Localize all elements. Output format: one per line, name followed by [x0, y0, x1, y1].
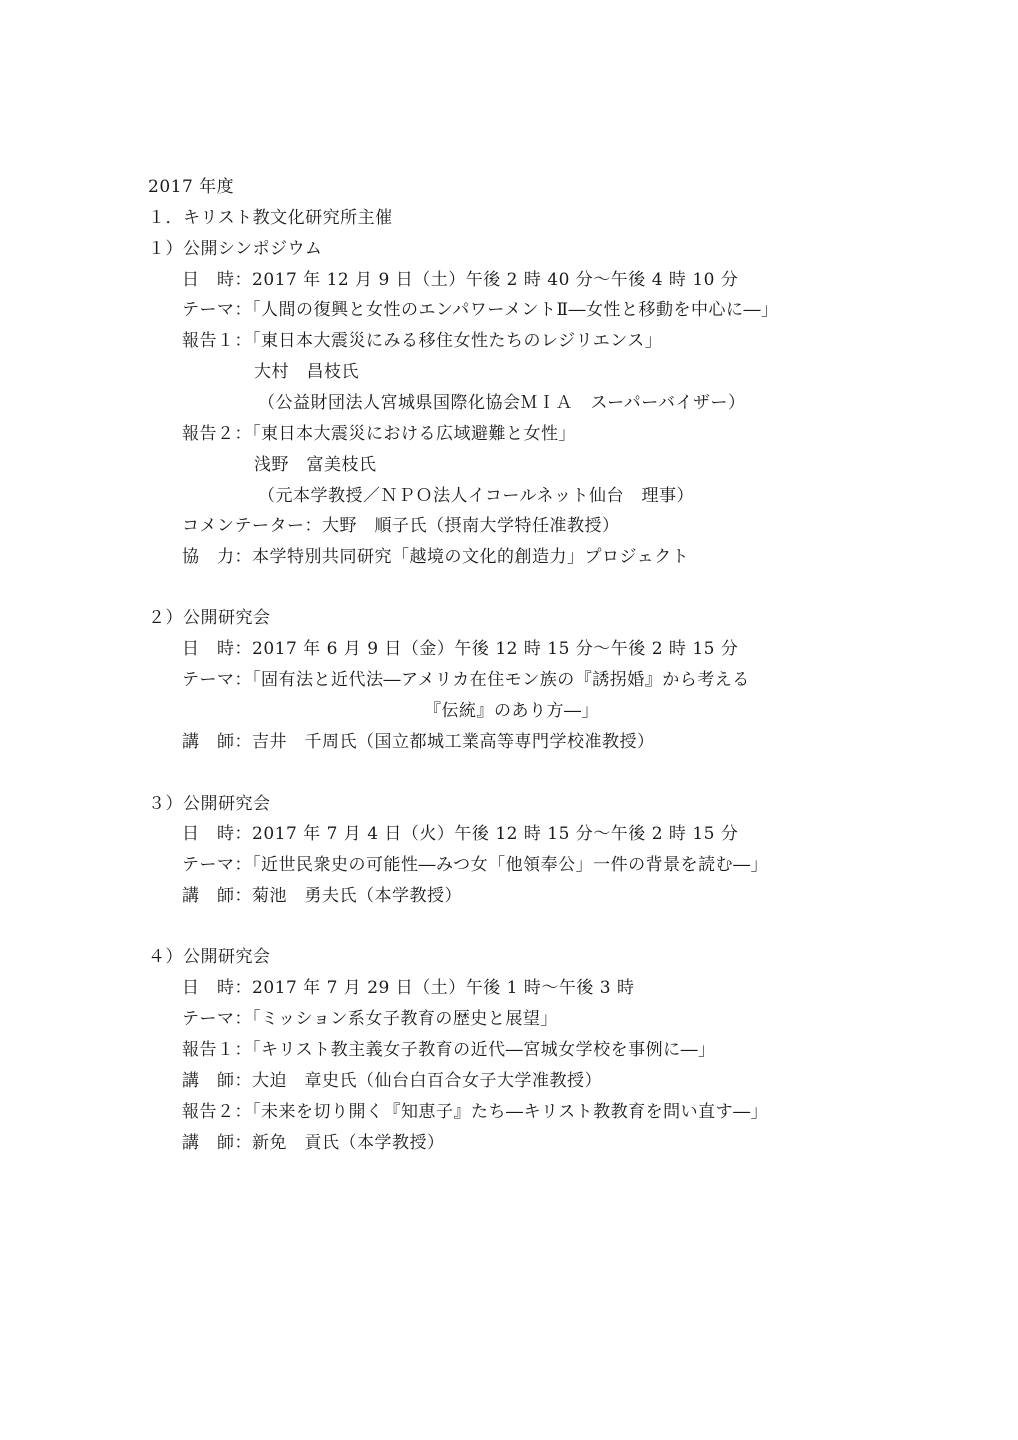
meeting-2-date: 日 時：2017 年 6 月 9 日（金）午後 12 時 15 分～午後 2 時 15 分 — [182, 639, 739, 659]
symposium-report-1-speaker: 大村 昌枝氏 — [254, 362, 359, 382]
symposium-commentator: コメンテーター：大野 順子氏（摂南大学特任准教授） — [182, 516, 620, 536]
meeting-4-report-2: 報告２：「未来を切り開く『知恵子』たち―キリスト教教育を問い直す―」 — [182, 1102, 769, 1122]
meeting-2-heading: ２）公開研究会 — [148, 608, 271, 628]
section-heading: １．キリスト教文化研究所主催 — [148, 208, 393, 228]
meeting-2-lecturer: 講 師：吉井 千周氏（国立都城工業高等専門学校准教授） — [182, 732, 655, 752]
meeting-4-report-1: 報告１：「キリスト教主義女子教育の近代―宮城女学校を事例に―」 — [182, 1040, 716, 1060]
meeting-3-lecturer: 講 師：菊池 勇夫氏（本学教授） — [182, 886, 462, 906]
symposium-date: 日 時：2017 年 12 月 9 日（土）午後 2 時 40 分～午後 4 時 10 分 — [182, 270, 739, 290]
symposium-heading: １）公開シンポジウム — [148, 239, 323, 259]
symposium-report-2-speaker: 浅野 富美枝氏 — [254, 455, 377, 475]
symposium-report-2: 報告２：「東日本大震災における広域避難と女性」 — [182, 424, 576, 444]
meeting-4-lecturer-1: 講 師：大迫 章史氏（仙台白百合女子大学准教授） — [182, 1071, 602, 1091]
meeting-3-date: 日 時：2017 年 7 月 4 日（火）午後 12 時 15 分～午後 2 時 15 分 — [182, 824, 739, 844]
meeting-3-theme: テーマ：「近世民衆史の可能性―みつ女「他領奉公」一件の背景を読む―」 — [182, 855, 769, 875]
symposium-report-2-affiliation: （元本学教授／ＮＰＯ法人イコールネット仙台 理事） — [258, 486, 694, 506]
symposium-report-1: 報告１：「東日本大震災にみる移住女性たちのレジリエンス」 — [182, 331, 663, 351]
meeting-4-heading: ４）公開研究会 — [148, 947, 271, 967]
meeting-3-heading: ３）公開研究会 — [148, 794, 271, 814]
year-heading: 2017 年度 — [148, 177, 235, 197]
symposium-cooperation: 協 力：本学特別共同研究「越境の文化的創造力」プロジェクト — [182, 547, 690, 567]
meeting-4-lecturer-2: 講 師：新免 貢氏（本学教授） — [182, 1133, 445, 1153]
meeting-4-theme: テーマ：「ミッション系女子教育の歴史と展望」 — [182, 1009, 558, 1029]
symposium-theme: テーマ：「人間の復興と女性のエンパワーメントⅡ―女性と移動を中心に―」 — [182, 300, 779, 320]
meeting-4-date: 日 時：2017 年 7 月 29 日（土）午後 1 時～午後 3 時 — [182, 978, 635, 998]
meeting-2-theme-continued: 『伝統』のあり方―」 — [424, 701, 599, 721]
meeting-2-theme: テーマ：「固有法と近代法―アメリカ在住モン族の『誘拐婚』から考える — [182, 670, 750, 690]
symposium-report-1-affiliation: （公益財団法人宮城県国際化協会ＭＩＡ スーパーバイザー） — [258, 393, 746, 413]
